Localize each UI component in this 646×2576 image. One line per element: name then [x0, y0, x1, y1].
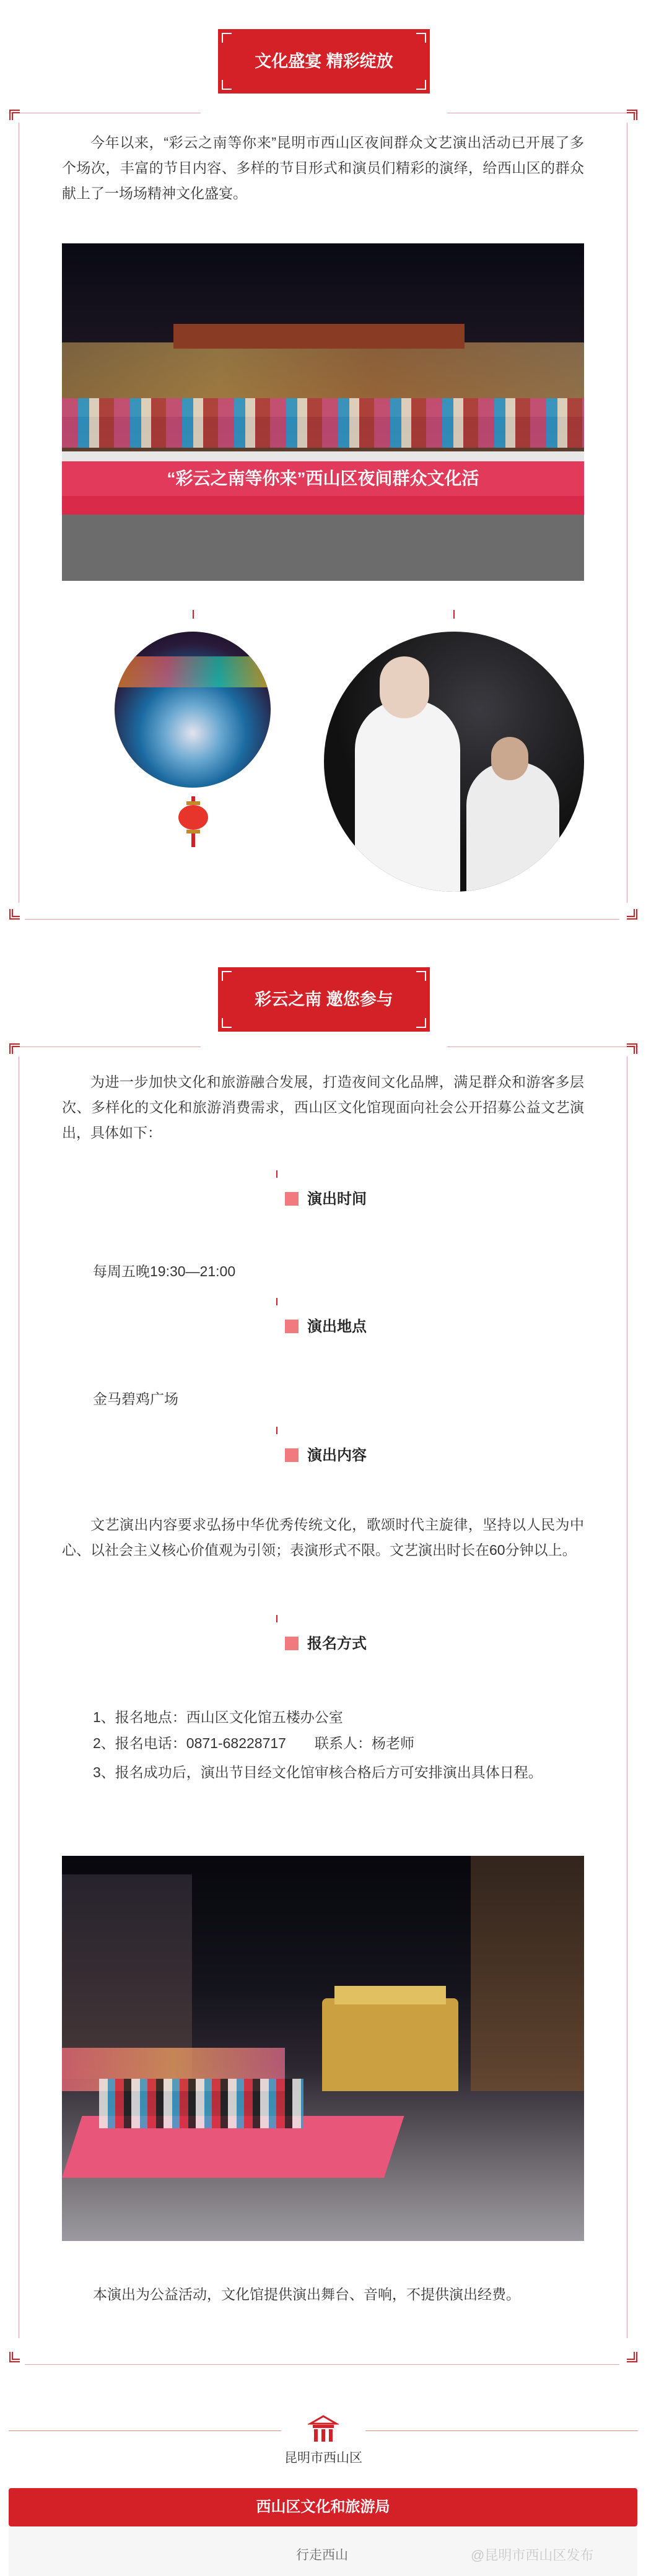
- square-bullet-icon: [285, 1192, 299, 1206]
- pin-line: [453, 610, 455, 619]
- corner-ornament-icon: [623, 1040, 638, 1055]
- building-logo-icon: [308, 2415, 339, 2443]
- footer-divider: [365, 2430, 638, 2431]
- watermark: @昆明市西山区发布: [471, 2548, 594, 2563]
- stage-banner-text: “彩云之南等你来”西山区夜间群众文化活: [167, 469, 479, 488]
- signup-item: 3、报名成功后，演出节目经文化馆审核合格后方可安排演出具体日程。: [93, 1764, 543, 1780]
- place-heading: [285, 1314, 367, 1336]
- footer-divider: [9, 2430, 281, 2431]
- corner-ornament-icon: [9, 2351, 24, 2365]
- time-heading-text: 演出时间: [307, 1191, 367, 1208]
- section2-title-text: 彩云之南 邀您参与: [255, 990, 393, 1009]
- time-body: 每周五晚19:30—21:00: [93, 1263, 236, 1279]
- section2-intro: 为进一步加快文化和旅游融合发展，打造夜间文化品牌，满足群众和游客多层次、多样化的文化和旅游消费需求，西山区文化馆现面向社会公开招募公益文艺演出，具体如下：: [62, 1074, 584, 1141]
- note-text: 本演出为公益活动，文化馆提供演出舞台、音响，不提供演出经费。: [93, 2286, 520, 2302]
- square-bullet-icon: [285, 1448, 299, 1462]
- stage-performance-photo: [62, 243, 584, 581]
- section1-title-text: 文化盛宴 精彩绽放: [255, 52, 393, 71]
- square-bullet-icon: [285, 1637, 299, 1650]
- signup-heading: [285, 1631, 367, 1653]
- footer-slogan: 行走西山: [296, 2548, 348, 2562]
- corner-ornament-icon: [623, 107, 638, 121]
- corner-ornament-icon: [9, 107, 24, 121]
- stage-banner: [62, 461, 584, 496]
- lantern-icon: [178, 796, 209, 847]
- footer-org-name: 昆明市西山区: [284, 2451, 362, 2465]
- circle-photo-singers: [324, 632, 584, 892]
- corner-ornament-icon: [9, 1040, 24, 1055]
- content-heading: [285, 1443, 367, 1464]
- footer-banner: [9, 2488, 637, 2526]
- frame-top-right: [447, 1046, 638, 1047]
- signup-item: 2、报名电话：0871-68228717 联系人：杨老师: [93, 1735, 414, 1751]
- section1-paragraph: 今年以来，“彩云之南等你来”昆明市西山区夜间群众文艺演出活动已开展了多个场次，丰富的节目内容、多样的节目形式和演员们精彩的演绎，给西山区的群众献上了一场场精神文化盛宴。: [62, 134, 584, 201]
- night-square-photo: [62, 1856, 584, 2241]
- content-heading-text: 演出内容: [307, 1447, 367, 1464]
- corner-ornament-icon: [9, 908, 24, 923]
- square-bullet-icon: [285, 1320, 299, 1333]
- corner-ornament-icon: [623, 908, 638, 923]
- place-heading-text: 演出地点: [307, 1318, 367, 1335]
- section1-title: [218, 29, 430, 94]
- place-body: 金马碧鸡广场: [93, 1391, 178, 1407]
- content-body: 文艺演出内容要求弘扬中华优秀传统文化，歌颂时代主旋律，坚持以人民为中心、以社会主义核心价值观为引领；表演形式不限。文艺演出时长在60分钟以上。: [62, 1516, 584, 1558]
- footer-banner-text: 西山区文化和旅游局: [256, 2499, 390, 2515]
- signup-heading-text: 报名方式: [307, 1635, 367, 1652]
- corner-ornament-icon: [623, 2351, 638, 2365]
- frame-bottom: [25, 919, 619, 920]
- frame-bottom: [25, 2364, 619, 2365]
- circle-photo-performer: [115, 632, 271, 788]
- section2-title: [218, 967, 430, 1032]
- frame-top-left: [9, 1046, 201, 1047]
- time-heading: [285, 1186, 367, 1208]
- signup-item: 1、报名地点：西山区文化馆五楼办公室: [93, 1709, 343, 1725]
- pin-line: [193, 610, 194, 619]
